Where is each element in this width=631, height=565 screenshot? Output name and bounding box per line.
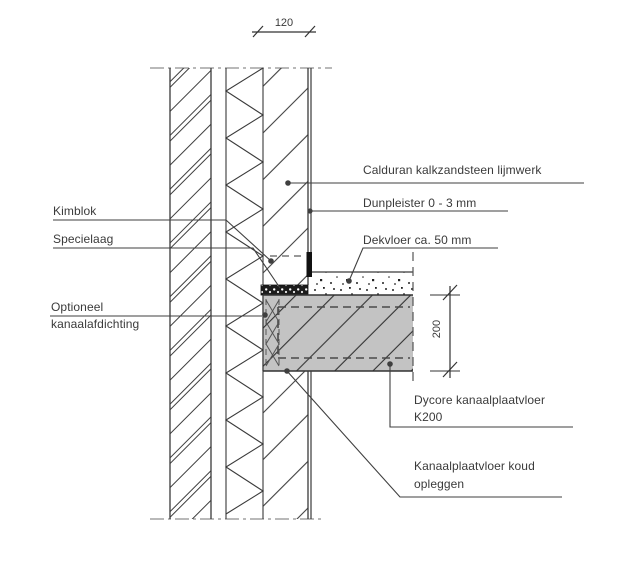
label-dunpleister: Dunpleister 0 - 3 mm: [363, 196, 477, 210]
label-optioneel-1: Optioneel: [51, 300, 104, 314]
mortar-band: [261, 285, 308, 295]
floor-slab: [263, 295, 413, 371]
label-dekvloer: Dekvloer ca. 50 mm: [363, 233, 472, 247]
label-koud-2: opleggen: [414, 477, 465, 491]
dim-text-200: 200: [431, 319, 443, 339]
leader-calduran: [285, 180, 584, 186]
dim-text-120: 120: [274, 17, 294, 29]
label-optioneel-2: kanaalafdichting: [51, 317, 140, 331]
label-koud-1: Kanaalplaatvloer koud: [414, 459, 535, 473]
label-dycore-1: Dycore kanaalplaatvloer: [414, 393, 546, 407]
leader-specielaag: [53, 248, 280, 288]
edge-strip: [307, 252, 313, 277]
label-kimblok: Kimblok: [53, 204, 97, 218]
label-specielaag: Specielaag: [53, 232, 114, 246]
label-dycore-2: K200: [414, 410, 443, 424]
wall-inner-leaf-lower: [263, 371, 311, 519]
wall-outer-leaf: [170, 68, 211, 519]
cavity-insulation: [226, 68, 263, 519]
wall-inner-leaf-upper: [263, 68, 311, 285]
screed-layer: [312, 272, 413, 295]
label-calduran: Calduran kalkzandsteen lijmwerk: [363, 163, 542, 177]
